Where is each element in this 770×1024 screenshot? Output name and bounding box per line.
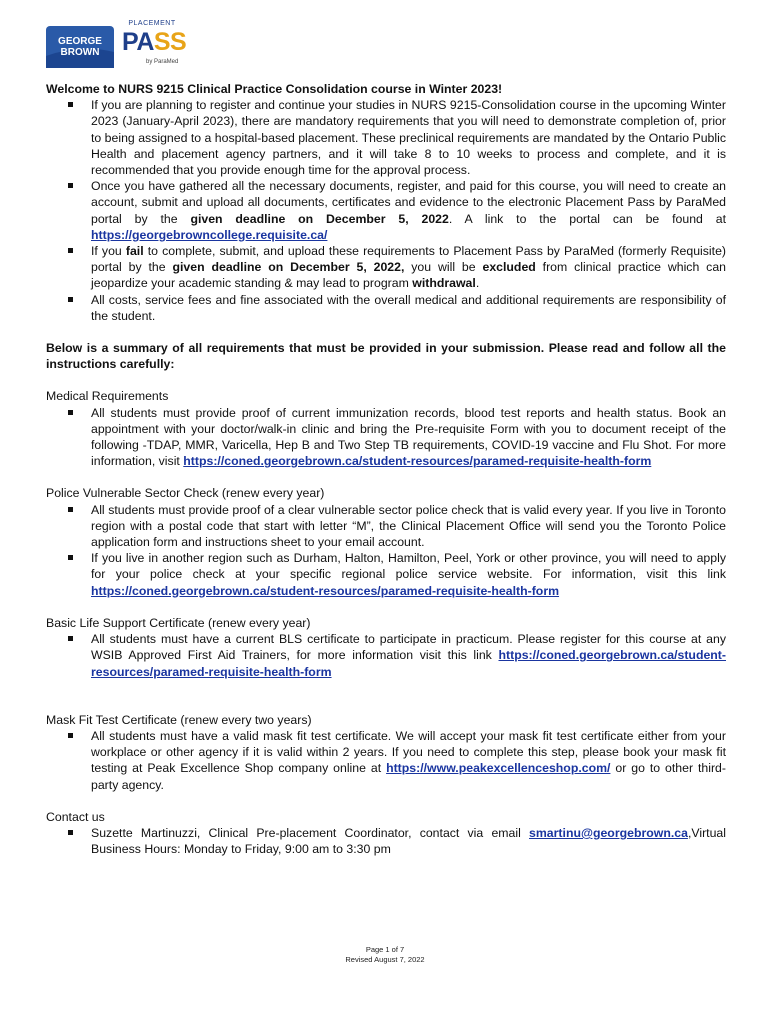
placement-pass-by: by ParaMed: [146, 59, 179, 65]
gb-logo-line2: BROWN: [60, 47, 100, 58]
police-list: [46, 502, 726, 599]
intro-b2-a: Once you have gathered all the necessary documents, register, and paid for this course, you will need to create an account, submit and upload all documents, certificates and evidence to the electronic Placement Pass by ParaMed portal by the: [91, 179, 726, 226]
placement-pass-logo: [120, 20, 187, 72]
bls-link[interactable]: https://coned.georgebrown.ca/student-resources/paramed-requisite-health-form: [91, 648, 726, 679]
intro-b3-excluded: excluded: [482, 260, 536, 275]
bls-bullet-1: [46, 631, 726, 680]
intro-b3-fail: fail: [125, 244, 144, 259]
mask-bullet-1: [46, 728, 726, 793]
medical-section: [46, 388, 726, 469]
contact-bullet-1: [46, 825, 726, 857]
medical-text: All students must provide proof of current immunization records, blood test reports and health status. Book an appointment with your doctor/walk-in clinic and bring the Pre-requisite Form with you to document receipt of the following -TDAP, MMR, Varicella, Hep B and Two Step TB requirements, COVID-19 vaccine and Flu Shot. For more information, visit: [91, 405, 726, 469]
intro-bullet-1-text: If you are planning to register and continue your studies in NURS 9215-Consolidation course in the upcoming Winter 2023 (January-April 2023), there are mandatory requirements that you will need to demonstrate completion of, prior to being assigned to a hospital-based placement. These preclinical requirements are mandated by the Ontario Public Health and placement agency partners, and it will take 8 to 10 weeks to process and complete, and it is recommended that you provide enough time for the approval process.: [91, 98, 726, 178]
intro-b2-b: . A link to the portal can be found at: [448, 211, 727, 226]
police-heading: Police Vulnerable Sector Check (renew every year): [46, 486, 325, 501]
intro-b3-a: If you: [91, 244, 126, 259]
police-link[interactable]: https://coned.georgebrown.ca/student-resources/paramed-requisite-health-form: [91, 583, 560, 598]
intro-bullet-1: [46, 97, 726, 178]
intro-b3-e: .: [475, 276, 480, 291]
bls-list: [46, 631, 726, 680]
placement-pass-small: PLACEMENT: [128, 20, 176, 27]
intro-b2-deadline: given deadline on December 5, 2022: [190, 211, 449, 226]
contact-text-after: ,Virtual Business Hours: Monday to Friday, 9:00 am to 3:30 pm: [91, 825, 726, 857]
intro-b3-b: to complete, submit, and upload these requirements to Placement Pass by ParaMed (formerly Requisite) portal by the: [91, 244, 727, 275]
intro-b3-c: you will be: [404, 260, 483, 275]
mask-text-after: or go to other third-party agency.: [91, 761, 726, 792]
contact-section: [46, 809, 726, 858]
police-bullet-1: [46, 502, 726, 551]
mask-link[interactable]: https://www.peakexcellenceshop.com/: [386, 761, 611, 776]
contact-list: [46, 825, 726, 857]
mask-list: [46, 728, 726, 793]
intro-bullet-4: [46, 292, 726, 324]
medical-bullet-1: [46, 405, 726, 470]
contact-text: Suzette Martinuzzi, Clinical Pre-placement Coordinator, contact via email: [91, 825, 530, 840]
mask-section: [46, 712, 726, 793]
george-brown-logo: [46, 26, 114, 68]
bls-heading: Basic Life Support Certificate (renew every year): [46, 615, 311, 630]
intro-bullet-3: [46, 243, 726, 292]
page-title: Welcome to NURS 9215 Clinical Practice Consolidation course in Winter 2023!: [46, 82, 503, 96]
police-text-2: If you live in another region such as Durham, Halton, Hamilton, Peel, York or other province, you will need to apply for your police check at your specific regional police service website. For information, visit this link: [91, 551, 726, 582]
contact-email-link[interactable]: smartinu@georgebrown.ca: [529, 825, 688, 840]
intro-bullet-4-text: All costs, service fees and fine associated with the overall medical and additional requirements are responsibility of the student.: [91, 292, 726, 323]
intro-bullet-2: [46, 178, 726, 243]
police-bullet-2: [46, 550, 726, 599]
document-body: [46, 81, 726, 857]
placement-pass-ss: SS: [153, 28, 187, 56]
contact-heading: Contact us: [46, 809, 105, 824]
placement-pass-word: [122, 28, 186, 57]
portal-link[interactable]: https://georgebrowncollege.requisite.ca/: [91, 227, 328, 242]
revised-date: Revised August 7, 2022: [345, 955, 425, 964]
intro-b3-withdrawal: withdrawal: [412, 276, 476, 291]
medical-list: [46, 405, 726, 470]
placement-pass-pa: PA: [122, 28, 154, 56]
bls-text: All students must have a current BLS certificate to participate in practicum. Please register for this course at any WSIB Approved First Aid Trainers, for more information visit this link: [91, 632, 726, 663]
police-section: [46, 485, 726, 598]
medical-link[interactable]: https://coned.georgebrown.ca/student-resources/paramed-requisite-health-form: [183, 454, 652, 469]
page-footer: [0, 945, 770, 965]
bls-section: [46, 615, 726, 680]
page-number: Page 1 of 7: [365, 945, 405, 954]
mask-heading: Mask Fit Test Certificate (renew every two years): [46, 712, 312, 727]
police-text-1: All students must provide proof of a clear vulnerable sector police check that is valid every year. If you live in Toronto region with a postal code that start with letter “M”, the Clinical Placement Office will send you the Toronto Police application form and instructions sheet to your email account.: [91, 502, 726, 550]
intro-list: [46, 97, 726, 324]
summary-heading: Below is a summary of all requirements that must be provided in your submission. Please read and follow all the instructions carefully:: [46, 341, 726, 372]
medical-heading: Medical Requirements: [46, 389, 169, 404]
gb-logo-line1: GEORGE: [58, 36, 102, 47]
intro-b3-d: from clinical practice which can jeopardize your academic standing & may lead to program: [91, 260, 727, 291]
mask-text: All students must have a valid mask fit test certificate. We will accept your mask fit test certificate either from your workplace or other agency if it is valid within 2 years. If you need to complete this step, please book your mask fit testing at Peak Excellence Shop company online at: [91, 728, 726, 776]
intro-b3-deadline: given deadline on December 5, 2022,: [172, 260, 405, 275]
